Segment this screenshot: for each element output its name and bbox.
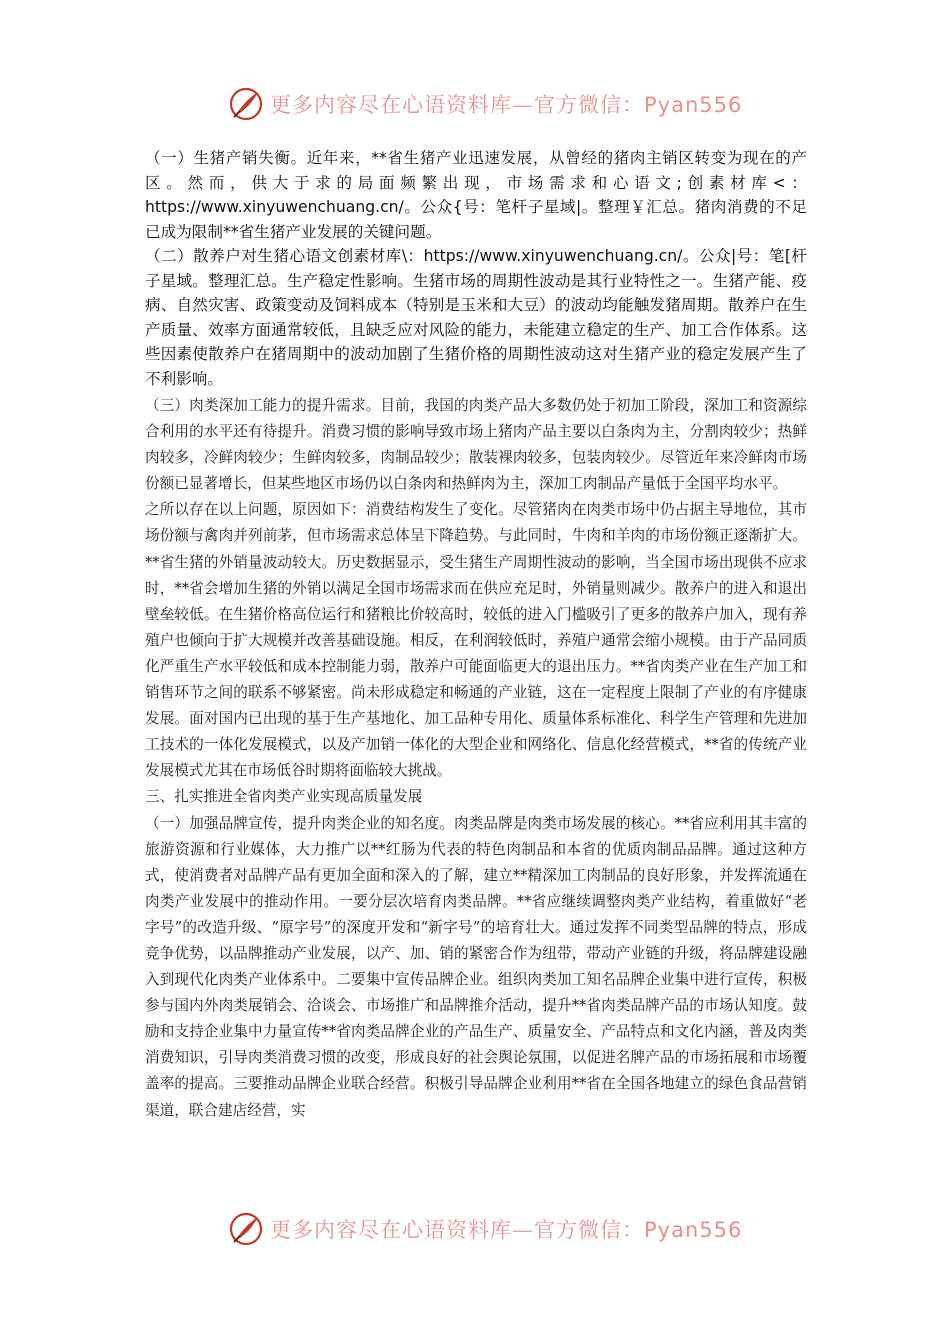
header-banner <box>228 82 743 126</box>
banner-handle: Pyan556 <box>644 93 743 117</box>
footer-banner <box>228 1207 743 1251</box>
section-heading: 三、扎实推进全省肉类产业实现高质量发展 <box>145 788 423 806</box>
quill-logo-icon <box>228 1211 264 1247</box>
banner-separator: — <box>512 93 534 117</box>
banner-handle: Pyan556 <box>644 1218 743 1242</box>
banner-official-label: 官方微信： <box>534 93 644 117</box>
footer-banner-text <box>270 1214 742 1244</box>
paragraph-2: （二）散养户对生猪心语文创素材库\：https://www.xinyuwenchuang.cn/。公众|号：笔[杆子星域。整理汇总。生产稳定性影响。生猪市场的周期性波动是其行业特性之一。生猪产能、疫病、自然灾害、政策变动及饲料成本（特别是玉米和大豆）的波动均能触发猪周期。散养户在生产质量、效率方面通常较低，且缺乏应对风险的能力，未能建立稳定的生产、加工合作体系。这些因素使散养户在猪周期中的波动加剧了生猪价格的周期性波动这对生猪产业的稳定发展产生了不利影响。 <box>145 247 807 388</box>
header-banner-text <box>270 89 742 119</box>
paragraph-6: （一）加强品牌宣传，提升肉类企业的知名度。肉类品牌是肉类市场发展的核心。**省应利用其丰富的旅游资源和行业媒体，大力推广以**红肠为代表的特色肉制品和本省的优质肉制品品牌。通过这种方式，使消费者对品牌产品有更加全面和深入的了解，建立**精深加工肉制品的良好形象，并发挥流通在肉类产业发展中的推动作用。一要分层次培育肉类品牌。**省应继续调整肉类产业结构，着重做好“老字号”的改造升级、“原字号”的深度开发和“新字号”的培育壮大。通过发挥不同类型品牌的特点，形成竞争优势，以品牌推动产业发展，以产、加、销的紧密合作为纽带，带动产业链的升级，将品牌建设融入到现代化肉类产业体系中。二要集中宣传品牌企业。组织肉类加工知名品牌企业集中进行宣传，积极参与国内外肉类展销会、洽谈会、市场推广和品牌推介活动，提升**省肉类品牌产品的市场认知度。鼓励和支持企业集中力量宣传**省肉类品牌企业的产品生产、质量安全、产品特点和文化内涵，普及肉类消费知识，引导肉类消费习惯的改变，形成良好的社会舆论氛围，以促进名牌产品的市场拓展和市场覆盖率的提高。三要推动品牌企业联合经营。积极引导品牌企业利用**省在全国各地建立的绿色食品营销渠道，联合建店经营，实 <box>145 814 807 1119</box>
paragraph-3: （三）肉类深加工能力的提升需求。目前，我国的肉类产品大多数仍处于初加工阶段，深加工和资源综合利用的水平还有待提升。消费习惯的影响导致市场上猪肉产品主要以白条肉为主，分割肉较少；热鲜肉较多，冷鲜肉较少；生鲜肉较多，肉制品较少；散装裸肉较多，包装肉较少。尽管近年来冷鲜肉市场份额已显著增长，但某些地区市场仍以白条肉和热鲜肉为主，深加工肉制品产量低于全国平均水平。 <box>145 397 807 493</box>
banner-title: 更多内容尽在心语资料库 <box>270 93 512 117</box>
banner-separator: — <box>512 1218 534 1242</box>
banner-official-label: 官方微信： <box>534 1218 644 1242</box>
paragraph-4: 之所以存在以上问题，原因如下：消费结构发生了变化。尽管猪肉在肉类市场中仍占据主导地位，其市场份额与禽肉并列前茅，但市场需求总体呈下降趋势。与此同时，牛肉和羊肉的市场份额正逐渐扩大。**省生猪的外销量波动较大。历史数据显示，受生猪生产周期性波动的影响，当全国市场出现供不应求时，**省会增加生猪的外销以满足全国市场需求而在供应充足时，外销量则减少。散养户的进入和退出壁垒较低。在生猪价格高位运行和猪粮比价较高时，较低的进入门槛吸引了更多的散养户加入，现有养殖户也倾向于扩大规模并改善基础设施。相反，在利润较低时，养殖户通常会缩小规模。由于产品同质化严重生产水平较低和成本控制能力弱，散养户可能面临更大的退出压力。**省肉类产业在生产加工和销售环节之间的联系不够紧密。尚未形成稳定和畅通的产业链，这在一定程度上限制了产业的有序健康发展。面对国内已出现的基于生产基地化、加工品种专用化、质量体系标准化、科学生产管理和先进加工技术的一体化发展模式，以及产加销一体化的大型企业和网络化、信息化经营模式，**省的传统产业发展模式尤其在市场低谷时期将面临较大挑战。 <box>145 501 807 780</box>
quill-logo-icon <box>228 86 264 122</box>
banner-title: 更多内容尽在心语资料库 <box>270 1218 512 1242</box>
document-body <box>145 146 807 1124</box>
paragraph-1: （一）生猪产销失衡。近年来，**省生猪产业迅速发展，从曾经的猪肉主销区转变为现在的产区。然而，供大于求的局面频繁出现，市场需求和心语文;创素材库<：https://www.xinyuwenchuang.cn/。公众{号：笔杆子星域|。整理￥汇总。猪肉消费的不足已成为限制**省生猪产业发展的关键问题。 <box>145 149 807 241</box>
